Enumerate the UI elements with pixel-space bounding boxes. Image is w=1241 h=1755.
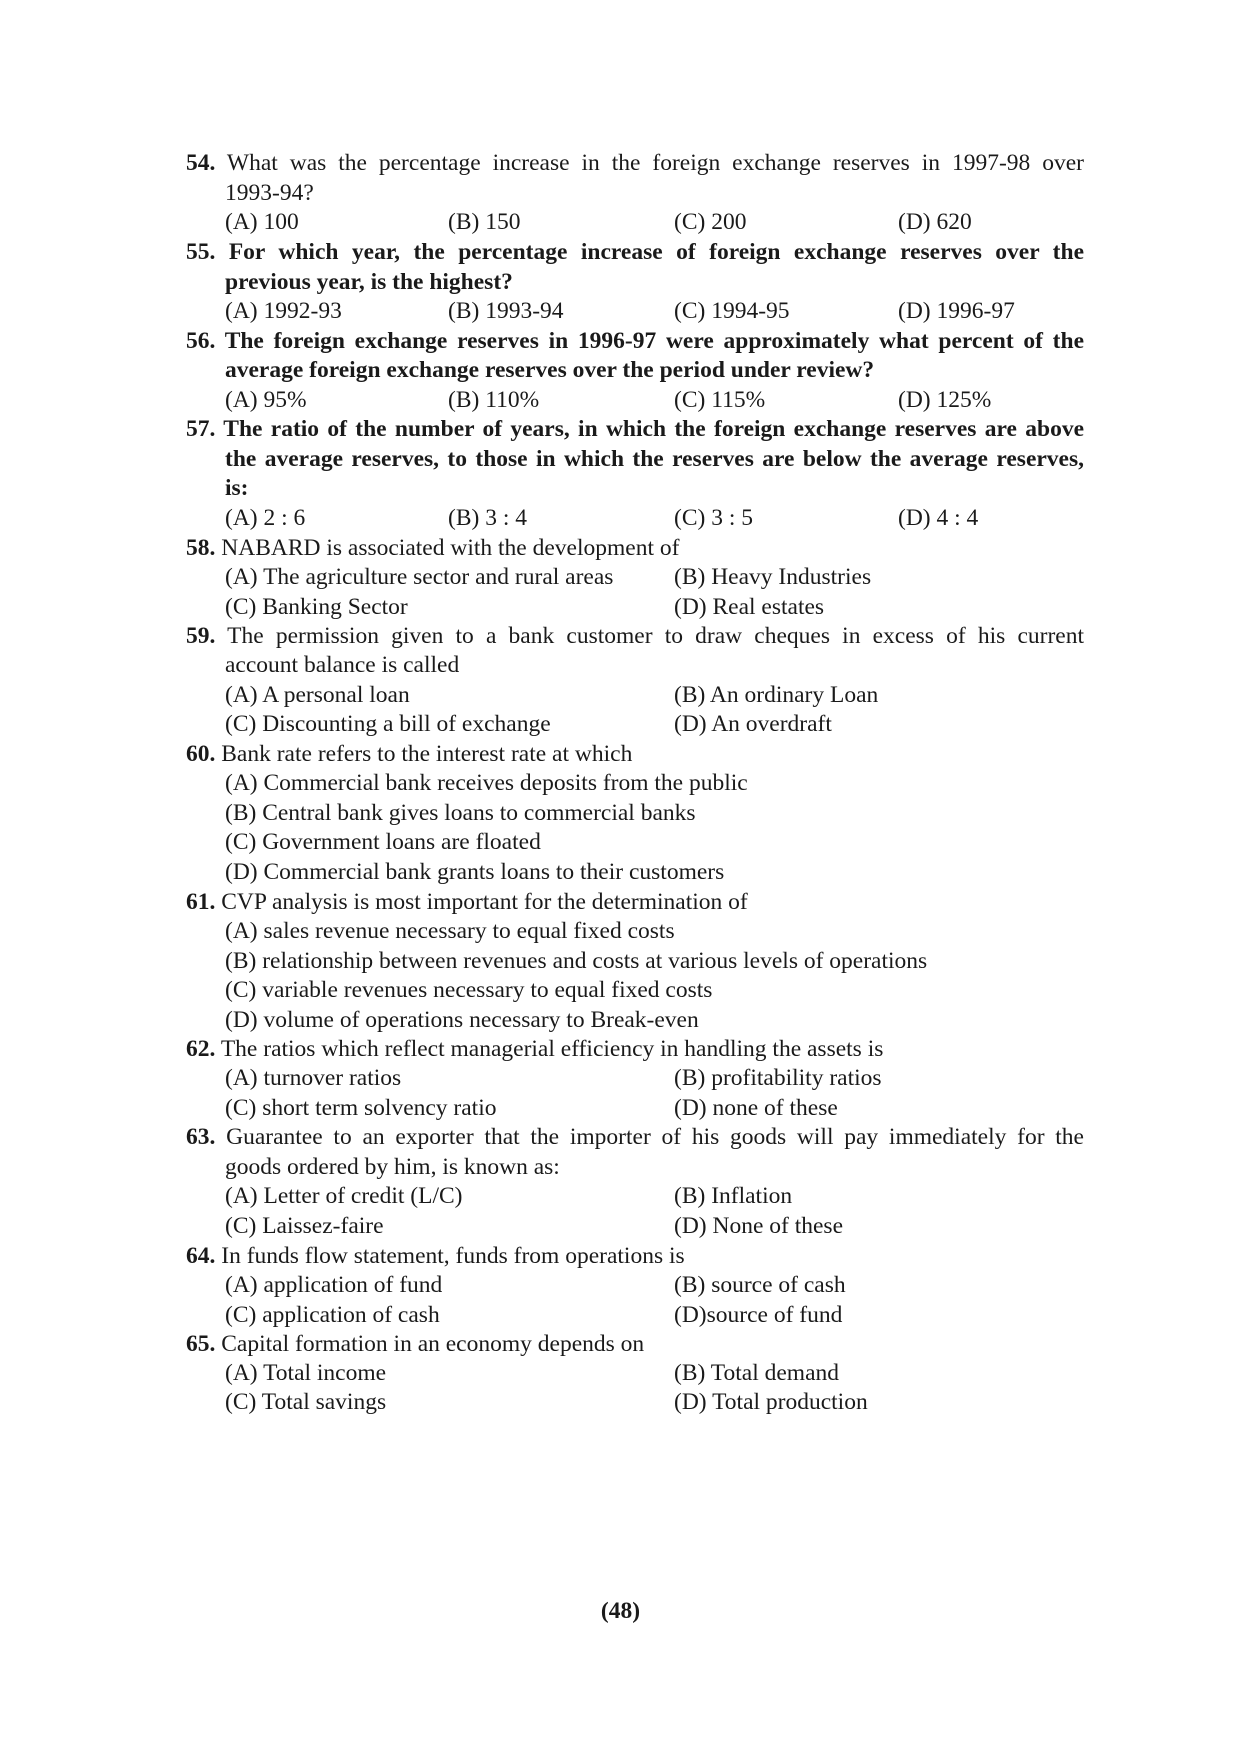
question-56-option-b: (B) 110% (448, 387, 540, 413)
question-60-number: 60. (186, 741, 216, 767)
question-54-option-a: (A) 100 (225, 209, 299, 235)
question-62-option-d: (D) none of these (674, 1095, 838, 1121)
question-64-number: 64. (186, 1243, 216, 1269)
question-62-text: The ratios which reflect managerial efficiency in handling the assets is (220, 1036, 884, 1062)
question-58-option-d: (D) Real estates (674, 594, 825, 620)
question-55-option-c: (C) 1994-95 (674, 298, 790, 324)
question-56-text: The foreign exchange reserves in 1996-97 were approximately what percent of the (224, 328, 1085, 354)
question-59-option-b: (B) An ordinary Loan (674, 682, 879, 708)
question-56-option-a: (A) 95% (225, 387, 307, 413)
question-57-text-cont: the average reserves, to those in which the reserves are below the average reserves, (225, 446, 1084, 472)
question-58-option-a: (A) The agriculture sector and rural areas (225, 564, 614, 590)
question-59-text-cont: account balance is called (225, 652, 460, 678)
question-57-number: 57. (186, 416, 216, 442)
question-55-number: 55. (186, 239, 216, 265)
question-54-option-c: (C) 200 (674, 209, 747, 235)
question-63-option-a: (A) Letter of credit (L/C) (225, 1183, 463, 1209)
question-54-line-1 (186, 147, 1084, 180)
question-58-text: NABARD is associated with the development of (221, 535, 680, 561)
question-55-option-b: (B) 1993-94 (448, 298, 564, 324)
question-61-option-d: (D) volume of operations necessary to Break-even (225, 1007, 699, 1033)
question-54-number: 54. (186, 150, 216, 176)
question-55-text-cont: previous year, is the highest? (225, 269, 513, 295)
question-65-text: Capital formation in an economy depends on (221, 1331, 645, 1357)
question-60-option-b: (B) Central bank gives loans to commercial banks (225, 800, 696, 826)
question-57-option-a: (A) 2 : 6 (225, 505, 306, 531)
question-63-line-1 (186, 1121, 1084, 1154)
question-57-option-d: (D) 4 : 4 (898, 505, 979, 531)
question-65-number: 65. (186, 1331, 216, 1357)
question-63-option-b: (B) Inflation (674, 1183, 793, 1209)
question-56-number: 56. (186, 328, 216, 354)
question-60-text: Bank rate refers to the interest rate at which (221, 741, 633, 767)
question-64-option-b: (B) source of cash (674, 1272, 846, 1298)
question-55-option-d: (D) 1996-97 (898, 298, 1015, 324)
question-61-number: 61. (186, 889, 216, 915)
question-63-number: 63. (186, 1124, 216, 1150)
question-57-line-1 (186, 413, 1084, 446)
question-63-option-d: (D) None of these (674, 1213, 844, 1239)
question-62-option-b: (B) profitability ratios (674, 1065, 882, 1091)
question-59-option-d: (D) An overdraft (674, 711, 832, 737)
question-59-text: The permission given to a bank customer to draw cheques in excess of his current (227, 623, 1084, 649)
question-56-option-c: (C) 115% (674, 387, 766, 413)
question-57-text-cont-2: is: (225, 475, 249, 501)
question-64-option-c: (C) application of cash (225, 1302, 440, 1328)
question-57-text: The ratio of the number of years, in which the foreign exchange reserves are above (223, 416, 1085, 442)
question-57-option-c: (C) 3 : 5 (674, 505, 753, 531)
question-65-option-d: (D) Total production (674, 1389, 868, 1415)
question-55-text: For which year, the percentage increase of foreign exchange reserves over the (228, 239, 1084, 265)
question-63-text-cont: goods ordered by him, is known as: (225, 1154, 560, 1180)
question-62-number: 62. (186, 1036, 216, 1062)
question-63-option-c: (C) Laissez-faire (225, 1213, 384, 1239)
question-64-option-a: (A) application of fund (225, 1272, 443, 1298)
question-56-text-cont: average foreign exchange reserves over the period under review? (225, 357, 875, 383)
question-59-option-c: (C) Discounting a bill of exchange (225, 711, 551, 737)
question-64-text: In funds flow statement, funds from operations is (221, 1243, 685, 1269)
question-65-option-a: (A) Total income (225, 1360, 387, 1386)
question-60-option-a: (A) Commercial bank receives deposits from the public (225, 770, 748, 796)
question-54-option-d: (D) 620 (898, 209, 972, 235)
question-57-option-b: (B) 3 : 4 (448, 505, 527, 531)
question-65-option-b: (B) Total demand (674, 1360, 839, 1386)
question-60-option-c: (C) Government loans are floated (225, 829, 541, 855)
question-59-number: 59. (186, 623, 216, 649)
question-55-option-a: (A) 1992-93 (225, 298, 342, 324)
question-62-option-a: (A) turnover ratios (225, 1065, 402, 1091)
question-60-option-d: (D) Commercial bank grants loans to their customers (225, 859, 725, 885)
question-63-text: Guarantee to an exporter that the importer of his goods will pay immediately for the (226, 1124, 1084, 1150)
question-55-line-1 (186, 236, 1084, 269)
question-58-number: 58. (186, 535, 216, 561)
question-54-text: What was the percentage increase in the foreign exchange reserves in 1997-98 over (226, 150, 1085, 176)
question-61-text: CVP analysis is most important for the determination of (221, 889, 748, 915)
question-54-option-b: (B) 150 (448, 209, 521, 235)
question-61-option-a: (A) sales revenue necessary to equal fixed costs (225, 918, 675, 944)
question-61-option-b: (B) relationship between revenues and costs at various levels of operations (225, 948, 928, 974)
question-58-option-b: (B) Heavy Industries (674, 564, 872, 590)
question-61-option-c: (C) variable revenues necessary to equal fixed costs (225, 977, 713, 1003)
question-56-option-d: (D) 125% (898, 387, 992, 413)
question-59-option-a: (A) A personal loan (225, 682, 410, 708)
question-65-option-c: (C) Total savings (225, 1389, 387, 1415)
question-64-option-d: (D)source of fund (674, 1302, 843, 1328)
question-62-option-c: (C) short term solvency ratio (225, 1095, 497, 1121)
question-54-text-cont: 1993-94? (225, 180, 314, 206)
question-58-option-c: (C) Banking Sector (225, 594, 408, 620)
page-number: (48) (600, 1598, 641, 1624)
